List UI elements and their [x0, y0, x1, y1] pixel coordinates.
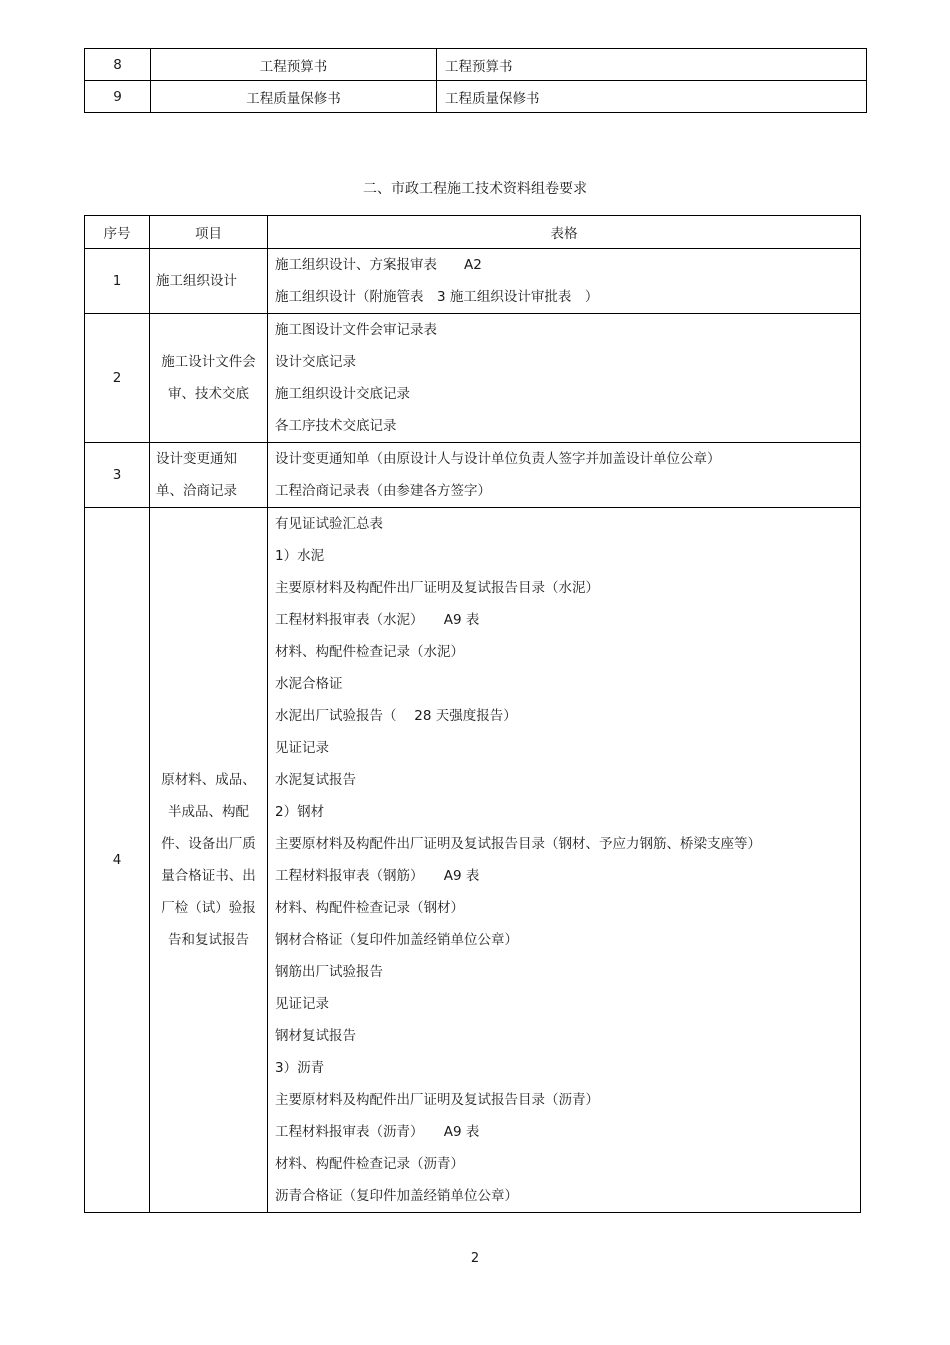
form-line: 1）水泥	[275, 548, 325, 564]
row-forms	[268, 314, 861, 443]
row-forms	[268, 443, 861, 508]
form-line: 主要原材料及构配件出厂证明及复试报告目录（沥青）	[275, 1092, 599, 1108]
form-line: 施工组织设计（附施管表 3 施工组织设计审批表 ）	[275, 289, 599, 305]
form-line: 施工图设计文件会审记录表	[275, 322, 437, 338]
form-line: 主要原材料及构配件出厂证明及复试报告目录（水泥）	[275, 580, 599, 596]
header-number: 序号	[85, 216, 150, 249]
form-line: 设计变更通知单（由原设计人与设计单位负责人签字并加盖设计单位公章）	[275, 451, 721, 467]
row-doc: 工程质量保修书	[437, 81, 867, 113]
form-line: 水泥出厂试验报告（ 28 天强度报告）	[275, 708, 517, 724]
row-forms	[268, 508, 861, 1213]
header-item: 项目	[150, 216, 268, 249]
row-number: 8	[85, 49, 151, 81]
row-name: 工程质量保修书	[151, 81, 437, 113]
prev-table	[84, 48, 867, 113]
form-line: 有见证试验汇总表	[275, 516, 383, 532]
row-item: 施工组织设计	[150, 249, 268, 314]
form-line: 见证记录	[275, 996, 329, 1012]
form-line: 工程材料报审表（钢筋） A9 表	[275, 868, 480, 884]
form-line: 钢材合格证（复印件加盖经销单位公章）	[275, 932, 518, 948]
form-line: 工程材料报审表（沥青） A9 表	[275, 1124, 480, 1140]
row-number: 4	[85, 508, 150, 1213]
form-line: 工程材料报审表（水泥） A9 表	[275, 612, 480, 628]
row-number: 9	[85, 81, 151, 113]
form-line: 材料、构配件检查记录（沥青）	[275, 1156, 464, 1172]
row-name: 工程预算书	[151, 49, 437, 81]
table-row	[85, 249, 861, 314]
form-line: 3）沥青	[275, 1060, 325, 1076]
row-number: 1	[85, 249, 150, 314]
table-row	[85, 508, 861, 1213]
form-line: 施工组织设计交底记录	[275, 386, 410, 402]
form-line: 钢材复试报告	[275, 1028, 356, 1044]
row-number: 2	[85, 314, 150, 443]
form-line: 材料、构配件检查记录（钢材）	[275, 900, 464, 916]
form-line: 2）钢材	[275, 804, 325, 820]
form-line: 材料、构配件检查记录（水泥）	[275, 644, 464, 660]
form-line: 工程洽商记录表（由参建各方签字）	[275, 483, 491, 499]
row-item: 施工设计文件会审、技术交底	[150, 314, 268, 443]
row-doc: 工程预算书	[437, 49, 867, 81]
table-row	[85, 314, 861, 443]
table-row	[85, 49, 867, 81]
table-header-row	[85, 216, 861, 249]
row-forms	[268, 249, 861, 314]
page-number: 2	[470, 1251, 480, 1266]
form-line: 钢筋出厂试验报告	[275, 964, 383, 980]
requirements-table	[84, 215, 861, 1213]
form-line: 各工序技术交底记录	[275, 418, 397, 434]
section-title: 二、市政工程施工技术资料组卷要求	[363, 181, 587, 197]
row-item: 设计变更通知单、洽商记录	[150, 443, 268, 508]
row-number: 3	[85, 443, 150, 508]
form-line: 水泥合格证	[275, 676, 343, 692]
form-line: 施工组织设计、方案报审表 A2	[275, 257, 482, 273]
form-line: 设计交底记录	[275, 354, 356, 370]
form-line: 沥青合格证（复印件加盖经销单位公章）	[275, 1188, 518, 1204]
form-line: 见证记录	[275, 740, 329, 756]
form-line: 水泥复试报告	[275, 772, 356, 788]
table-row	[85, 81, 867, 113]
row-item: 原材料、成品、半成品、构配件、设备出厂质量合格证书、出厂检（试）验报告和复试报告	[150, 508, 268, 1213]
form-line: 主要原材料及构配件出厂证明及复试报告目录（钢材、予应力钢筋、桥梁支座等）	[275, 836, 761, 852]
table-row	[85, 443, 861, 508]
header-forms: 表格	[268, 216, 861, 249]
